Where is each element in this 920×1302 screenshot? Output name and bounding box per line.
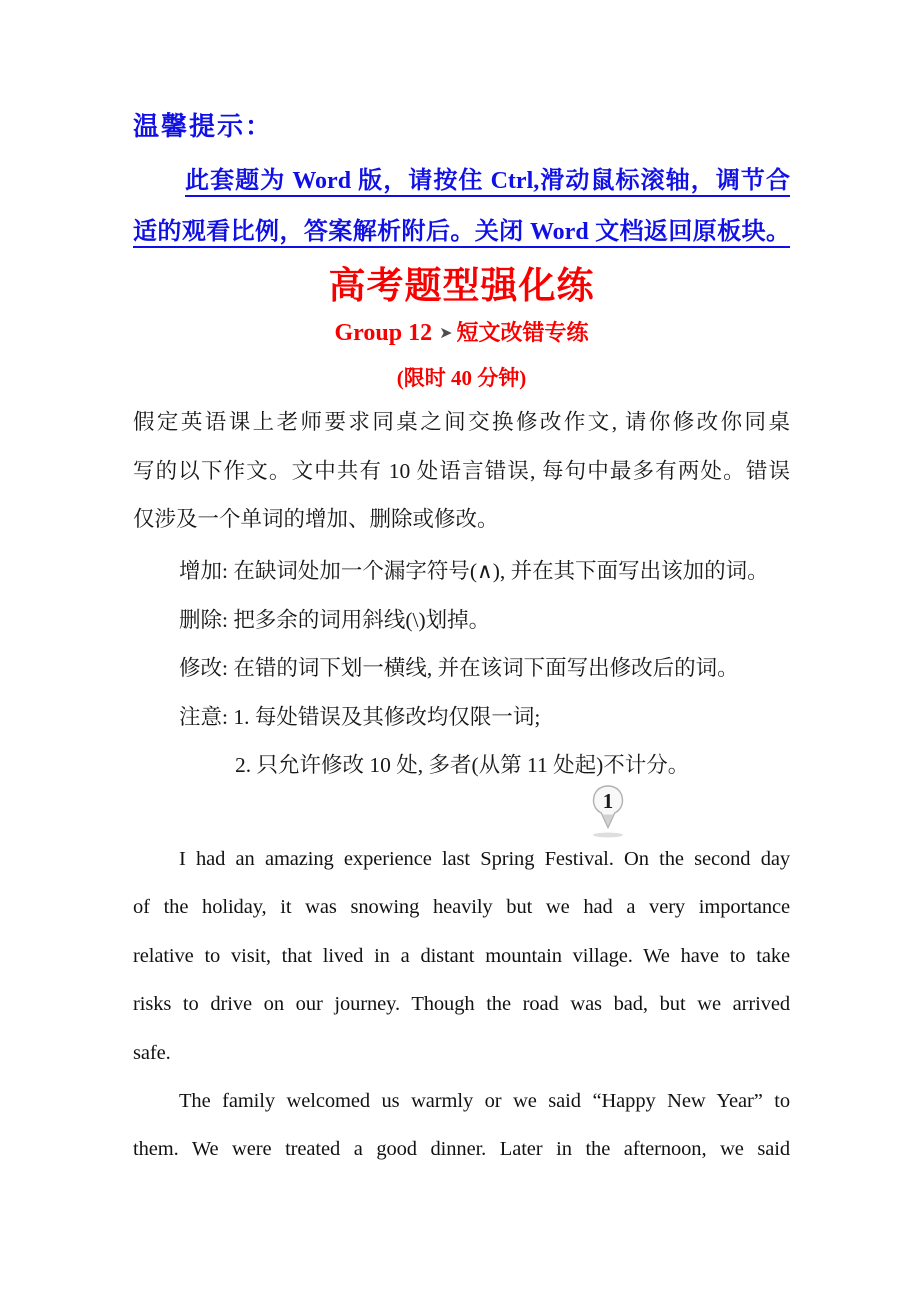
text-line: 写的以下作文。文中共有 10 处语言错误, 每句中最多有两处。错误 — [133, 458, 790, 483]
text-line: The family welcomed us warmly or we said “Happy New Year” to — [179, 1090, 790, 1112]
instruction-delete: 删除: 把多余的词用斜线(\)划掉。 — [179, 607, 491, 632]
instruction-list — [133, 547, 790, 790]
tip-heading: 温馨提示： — [133, 112, 274, 141]
text-line: of the holiday, it was snowing heavily but we had a very importance — [133, 896, 790, 919]
arrow-right-icon: ➤ — [439, 323, 453, 342]
page-title: 高考题型强化练 — [328, 265, 595, 306]
instruction-add: 增加: 在缺词处加一个漏字符号(∧), 并在其下面写出该加的词。 — [179, 559, 769, 583]
pin-shadow — [593, 833, 623, 838]
passage-paragraph-1 — [133, 835, 790, 1077]
group-heading — [133, 316, 790, 347]
text-line: safe. — [133, 1041, 171, 1064]
text-line: them. We were treated a good dinner. Later in the afternoon, we said — [133, 1138, 790, 1161]
text-line: 假定英语课上老师要求同桌之间交换修改作文, 请你修改你同桌 — [133, 410, 790, 434]
text-line: 此套题为 Word 版，请按住 Ctrl,滑动鼠标滚轴，调节合 — [185, 168, 790, 194]
instruction-note-2: 2. 只允许修改 10 处, 多者(从第 11 处起)不计分。 — [235, 753, 690, 778]
tip-paragraph — [133, 156, 790, 258]
passage-number: 1 — [602, 789, 614, 813]
instruction-note-1: 注意: 1. 每处错误及其修改均仅限一词; — [179, 704, 541, 729]
instruction-modify: 修改: 在错的词下划一横线, 并在该词下面写出修改后的词。 — [179, 656, 739, 681]
passage-number-marker — [585, 783, 631, 841]
text-line: risks to drive on our journey. Though the road was bad, but we arrived — [133, 993, 790, 1016]
time-limit: (限时 40 分钟) — [396, 366, 527, 390]
passage-paragraph-2 — [133, 1077, 790, 1174]
text-line: 适的观看比例，答案解析附后。关闭 Word 文档返回原板块。 — [133, 219, 790, 245]
group-topic: 短文改错专练 — [456, 320, 589, 345]
intro-paragraph — [133, 398, 790, 544]
text-line: I had an amazing experience last Spring Festival. On the second day — [179, 848, 790, 870]
text-line: relative to visit, that lived in a distant mountain village. We have to take — [133, 944, 790, 967]
group-label: Group 12 — [334, 320, 433, 346]
text-line: 仅涉及一个单词的增加、删除或修改。 — [133, 507, 499, 531]
